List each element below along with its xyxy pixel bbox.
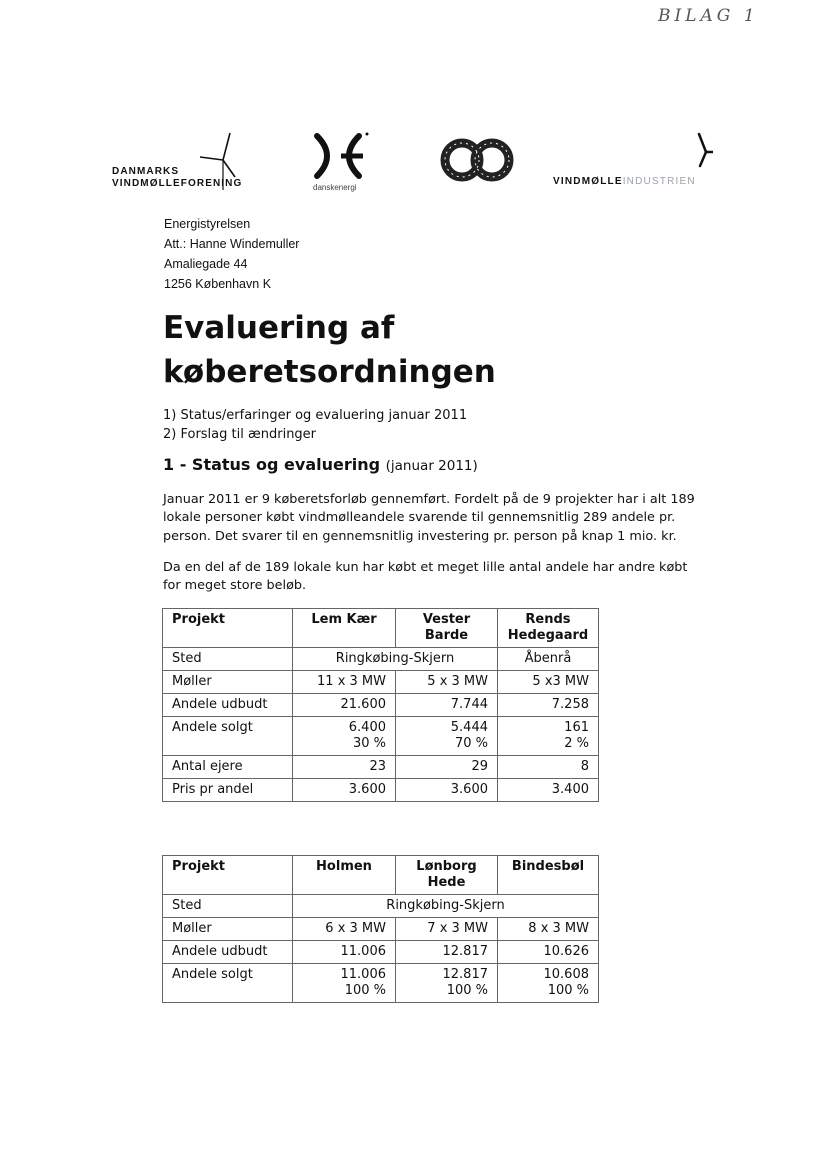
cell-percent: 100 % <box>344 983 386 998</box>
row-label: Antal ejere <box>163 756 293 779</box>
header-cell: Projekt <box>163 609 293 648</box>
cell-value: 161 <box>564 720 589 735</box>
address-line: Amaliegade 44 <box>164 257 248 271</box>
table-cell: 12.817 <box>396 941 498 964</box>
table-of-contents <box>163 407 467 444</box>
paragraph-line: lokale personer købt vindmølleandele svarende til gennemsnitlig 289 andele pr. <box>163 510 676 526</box>
ring-logo <box>440 135 514 185</box>
row-label: Andele solgt <box>163 964 293 1003</box>
logo-bar <box>0 125 827 195</box>
header-cell: Projekt <box>163 856 293 895</box>
dansk-energi-text: danskenergi <box>313 183 357 192</box>
danmarks-vindmolleforening-logo <box>112 130 272 190</box>
row-label: Møller <box>163 918 293 941</box>
table-cell: 29 <box>396 756 498 779</box>
table-row <box>163 779 599 802</box>
table-row <box>163 918 599 941</box>
table-cell: 5 x 3 MW <box>396 671 498 694</box>
vindmolleindustrien-logo <box>553 130 713 190</box>
section-heading <box>163 455 478 474</box>
table-row <box>163 895 599 918</box>
row-label: Pris pr andel <box>163 779 293 802</box>
table-cell: 10.626 <box>498 941 599 964</box>
table-cell: 8 x 3 MW <box>498 918 599 941</box>
table-cell: 11.006 <box>293 941 396 964</box>
cell-value: 10.608 <box>543 967 589 982</box>
projects-table-1 <box>162 608 599 802</box>
table-cell: 7 x 3 MW <box>396 918 498 941</box>
row-label: Møller <box>163 671 293 694</box>
paragraph-line: Da en del af de 189 lokale kun har købt et meget lille antal andele har andre købt <box>163 560 688 575</box>
table-cell <box>396 964 498 1003</box>
row-label: Sted <box>163 648 293 671</box>
table-cell <box>293 717 396 756</box>
recipient-address <box>164 214 299 294</box>
table-header-row <box>163 856 599 895</box>
table-row <box>163 648 599 671</box>
row-label: Sted <box>163 895 293 918</box>
toc-item: 1) Status/erfaringer og evaluering januar 2011 <box>163 408 468 423</box>
cell-percent: 2 % <box>564 736 589 751</box>
row-label: Andele udbudt <box>163 941 293 964</box>
section-heading-sub: (januar 2011) <box>385 458 478 474</box>
table-cell: 3.600 <box>396 779 498 802</box>
address-line: 1256 København K <box>164 277 272 291</box>
title-line2: køberetsordningen <box>163 354 496 390</box>
table-row <box>163 671 599 694</box>
paragraph-line: for meget store beløb. <box>163 578 307 594</box>
header-cell: Vester Barde <box>396 609 498 648</box>
cell-value: 12.817 <box>442 967 488 982</box>
table-cell <box>498 964 599 1003</box>
cell-percent: 70 % <box>454 736 488 751</box>
header-cell: Rends Hedegaard <box>498 609 599 648</box>
toc-item: 2) Forslag til ændringer <box>163 426 317 442</box>
dv-logo-line2: VINDMØLLEFORENING <box>112 178 243 189</box>
table-row <box>163 694 599 717</box>
table-row <box>163 756 599 779</box>
address-line: Att.: Hanne Windemuller <box>164 237 300 251</box>
table-cell: 3.600 <box>293 779 396 802</box>
table-cell: Ringkøbing-Skjern <box>293 648 498 671</box>
table-row <box>163 941 599 964</box>
table-cell: Ringkøbing-Skjern <box>293 895 599 918</box>
vi-logo-text <box>553 176 696 187</box>
dansk-energi-mark-icon <box>303 130 373 182</box>
double-ring-logo-icon <box>440 135 514 185</box>
handwritten-annotation: BILAG 1 <box>658 6 759 26</box>
dv-logo-text <box>112 166 242 190</box>
vi-logo-bold: VINDMØLLE <box>553 176 623 187</box>
table-cell: 5 x3 MW <box>498 671 599 694</box>
table-header-row <box>163 609 599 648</box>
table-row <box>163 964 599 1003</box>
projects-table-2 <box>162 855 599 1003</box>
header-cell: Holmen <box>293 856 396 895</box>
address-line: Energistyrelsen <box>164 217 251 231</box>
table-cell: 7.744 <box>396 694 498 717</box>
table-cell: 23 <box>293 756 396 779</box>
cell-value: 11.006 <box>340 967 386 982</box>
paragraph-2 <box>163 559 743 596</box>
header-cell: Bindesbøl <box>498 856 599 895</box>
cell-value: 6.400 <box>348 720 386 735</box>
table-cell <box>396 717 498 756</box>
row-label: Andele solgt <box>163 717 293 756</box>
table-cell: 3.400 <box>498 779 599 802</box>
table-cell <box>498 717 599 756</box>
title-line1: Evaluering af <box>163 310 395 346</box>
cell-value: 5.444 <box>450 720 488 735</box>
header-cell: Lønborg Hede <box>396 856 498 895</box>
section-heading-main: 1 - Status og evaluering <box>163 455 381 474</box>
table-cell: 21.600 <box>293 694 396 717</box>
paragraph-line: person. Det svarer til en gennemsnitlig investering pr. person på knap 1 mio. kr. <box>163 528 677 544</box>
dansk-energi-logo <box>303 130 373 190</box>
cell-percent: 100 % <box>547 983 589 998</box>
table-cell: 7.258 <box>498 694 599 717</box>
row-label: Andele udbudt <box>163 694 293 717</box>
dv-logo-line1: DANMARKS <box>112 166 180 177</box>
vi-logo-light: INDUSTRIEN <box>622 176 696 187</box>
table-cell: 8 <box>498 756 599 779</box>
table-cell: 6 x 3 MW <box>293 918 396 941</box>
document-title <box>163 306 496 394</box>
table-cell: Åbenrå <box>498 648 599 671</box>
table-cell <box>293 964 396 1003</box>
paragraph-1 <box>163 491 743 546</box>
table-cell: 11 x 3 MW <box>293 671 396 694</box>
table-row <box>163 717 599 756</box>
cell-percent: 30 % <box>352 736 386 751</box>
cell-percent: 100 % <box>446 983 488 998</box>
header-cell: Lem Kær <box>293 609 396 648</box>
paragraph-line: Januar 2011 er 9 køberetsforløb gennemført. Fordelt på de 9 projekter har i alt 189 <box>163 492 695 507</box>
turbine-blades-icon <box>553 130 713 175</box>
